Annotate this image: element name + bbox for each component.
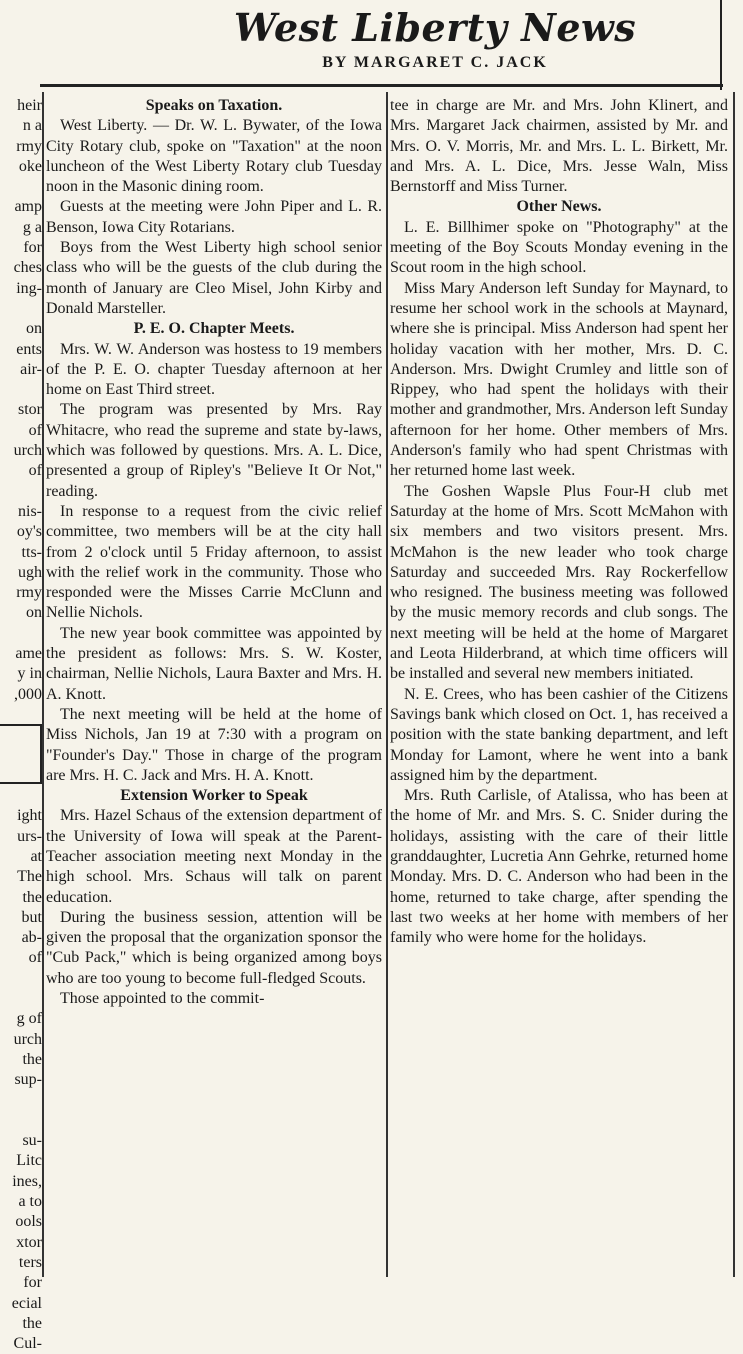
fragment-line: ches <box>13 259 42 277</box>
fragment-line: of <box>28 421 42 439</box>
fragment-line: the <box>22 1314 42 1332</box>
fragment-line: sup- <box>14 1071 42 1089</box>
fragment-line: for <box>23 1274 42 1292</box>
masthead-right-rule <box>720 0 722 90</box>
fragment-line <box>0 177 42 197</box>
fragment-line: the <box>22 1050 42 1068</box>
fragment-line: for <box>23 239 42 257</box>
fragment-line: oke <box>18 157 42 175</box>
adjacent-column-fragments <box>0 96 42 1353</box>
article-column-1 <box>46 96 382 1281</box>
fragment-line: ents <box>16 340 42 358</box>
fragment-line <box>0 989 42 1009</box>
paragraph: West Liberty. — Dr. W. L. Bywater, of the Iowa City Rotary club, spoke on "Taxation" at the noon luncheon of the West Liberty Rotary club Tuesday noon in the Masonic dining room. <box>46 117 382 196</box>
subhead-extension: Extension Worker to Speak <box>120 787 308 805</box>
fragment-line: n a <box>22 117 42 135</box>
fragment-line <box>0 705 42 725</box>
paragraph: Mrs. W. W. Anderson was hostess to 19 members of the P. E. O. chapter Tuesday afternoon at her home on East Third street. <box>46 340 382 399</box>
fragment-line: oy's <box>16 523 42 541</box>
headline-title: West Liberty News <box>233 5 637 50</box>
fragment-line <box>0 299 42 319</box>
fragment-line: g a <box>22 218 42 236</box>
paragraph: Boys from the West Liberty high school senior class who will be the guests of the club during the month of January are Cleo Misel, John Kirby and Donald Marsteller. <box>46 239 382 317</box>
fragment-line <box>0 380 42 400</box>
fragment-line: ecial <box>11 1294 42 1312</box>
fragment-line: but <box>21 908 42 926</box>
fragment-line: Cul- <box>13 1335 42 1353</box>
fragment-line <box>0 786 42 806</box>
paragraph: tee in charge are Mr. and Mrs. John Klinert, and Mrs. Margaret Jack chairmen, assisted by Mr. and Mrs. O. V. Morris, Mr. and Mrs. L. L. Birkett, Mr. and Mrs. A. L. Dice, Mrs. Jesse Waln, Miss Bernstorff and Miss Turner. <box>390 97 728 196</box>
masthead <box>150 0 720 76</box>
fragment-line: amp <box>14 198 42 216</box>
fragment-line: stor <box>18 401 42 419</box>
subhead-peo: P. E. O. Chapter Meets. <box>133 320 295 338</box>
fragment-line: ters <box>18 1253 42 1271</box>
paragraph: The Goshen Wapsle Plus Four-H club met Saturday at the home of Mrs. Scott McMahon with six members and two visitors present. Mrs. McMahon is the new leader who took charge Saturday and succeeded Mrs. Ray Rockerfellow who resigned. The business meeting was followed by the music memory records and club songs. The next meeting will be held at the home of Margaret and Leota Hilderbrand, at which time officers will be installed and several new members initiated. <box>390 482 728 683</box>
fragment-line: ugh <box>18 563 42 581</box>
paragraph: Mrs. Hazel Schaus of the extension department of the University of Iowa will speak at the Parent-Teacher association meeting next Monday in the high school. Mrs. Schaus will talk on parent education. <box>46 807 382 906</box>
byline: BY MARGARET C. JACK <box>322 54 548 71</box>
paragraph: N. E. Crees, who has been cashier of the Citizens Savings bank which closed on Oct. 1, has received a position with the state banking department, and left Monday for Lamont, where he went into a bank assigned him by the department. <box>390 685 728 784</box>
fragment-line: on <box>26 320 42 338</box>
column-rule-right <box>733 92 735 1277</box>
subhead-other-news: Other News. <box>516 198 602 216</box>
paragraph: Mrs. Ruth Carlisle, of Atalissa, who has been at the home of Mr. and Mrs. S. C. Snider during the holidays, assisting with the care of their little granddaughter, Lucretia Ann Gehrke, returned home Monday. Mrs. D. C. Anderson who had been in the home, returned to take charge, after spending the last two weeks at her home with members of her family who were home for the holidays. <box>390 787 728 947</box>
fragment-line: ing- <box>16 279 42 297</box>
fragment-line: heir <box>17 97 42 114</box>
fragment-line: urch <box>13 442 42 460</box>
fragment-line: ools <box>15 1213 42 1231</box>
subhead-taxation: Speaks on Taxation. <box>145 97 283 114</box>
fragment-line: urch <box>13 1030 42 1048</box>
fragment-line: rmy <box>16 584 42 602</box>
fragment-line: the <box>22 888 42 906</box>
fragment-line: ines, <box>12 1172 42 1190</box>
fragment-line: su- <box>22 1132 42 1150</box>
fragment-line <box>0 1091 42 1111</box>
fragment-line: at <box>30 847 42 865</box>
fragment-line: tts- <box>21 543 42 561</box>
paragraph: Miss Mary Anderson left Sunday for Maynard, to resume her school work in the schools at Maynard, where she is principal. Miss Anderson had spent her holiday vacation with her mother, Mrs. D. C. Anderson. Mrs. Dwight Crumley and little son of Rippey, who had spent the holidays with their mother and grandmother, Mrs. Anderson left Sunday afternoon for her home. Other members of Mrs. Anderson's family who had spent Christmas with her returned home last week. <box>390 279 728 480</box>
fragment-line: air- <box>20 360 42 378</box>
paragraph: Guests at the meeting were John Piper and L. R. Benson, Iowa City Rotarians. <box>46 198 382 236</box>
fragment-line: of <box>28 949 42 967</box>
fragment-line: nis- <box>18 502 42 520</box>
paragraph: The new year book committee was appointed by the president as follows: Mrs. S. W. Koster, chairman, Nellie Nichols, Laura Baxter and Mrs. H. A. Knott. <box>46 624 382 703</box>
fragment-line: on <box>26 604 42 622</box>
paragraph: The program was presented by Mrs. Ray Whitacre, who read the supreme and state by-laws, which was followed by questions. Mrs. A. L. Dice, presented a group of Ripley's "Believe It Or Not," reading. <box>46 401 382 500</box>
paragraph: Those appointed to the commit- <box>60 990 265 1008</box>
column-rule-middle <box>386 92 388 1277</box>
fragment-line: of <box>28 462 42 480</box>
masthead-divider <box>40 84 723 87</box>
fragment-line: y in <box>17 665 42 683</box>
fragment-line: ,000 <box>14 685 42 703</box>
fragment-line <box>0 624 42 644</box>
fragment-line: ame <box>15 645 42 663</box>
paragraph: The next meeting will be held at the home of Miss Nichols, Jan 19 at 7:30 with a program on "Founder's Day." Those in charge of the program are Mrs. H. C. Jack and Mrs. H. A. Knott. <box>46 705 382 784</box>
fragment-line: rmy <box>16 137 42 155</box>
column-rule-left <box>42 92 44 1277</box>
fragment-line: ab- <box>21 929 42 947</box>
fragment-line: xtor <box>16 1233 42 1251</box>
article-column-2 <box>390 96 728 1281</box>
fragment-line <box>0 969 42 989</box>
fragment-line <box>0 1111 42 1131</box>
fragment-line: g of <box>16 1010 42 1028</box>
paragraph: L. E. Billhimer spoke on "Photography" at the meeting of the Boy Scouts Monday evening in the Scout room in the high school. <box>390 218 728 277</box>
fragment-line: ight <box>17 807 42 825</box>
fragment-line: a to <box>18 1193 42 1211</box>
fragment-line <box>0 482 42 502</box>
fragment-line: Litc <box>16 1152 42 1170</box>
adjacent-column-box <box>0 724 42 784</box>
fragment-line: urs- <box>17 827 42 845</box>
paragraph: In response to a request from the civic relief committee, two members will be at the city hall from 2 o'clock until 5 Friday afternoon, to assist with the relief work in the community. Those who responded were the Misses Carrie McClunn and Nellie Nichols. <box>46 502 382 622</box>
paragraph: During the business session, attention will be given the proposal that the organization sponsor the "Cub Pack," which is being organized among boys who are too young to become full-fledged Scouts. <box>46 908 382 987</box>
fragment-line: The <box>17 868 42 886</box>
